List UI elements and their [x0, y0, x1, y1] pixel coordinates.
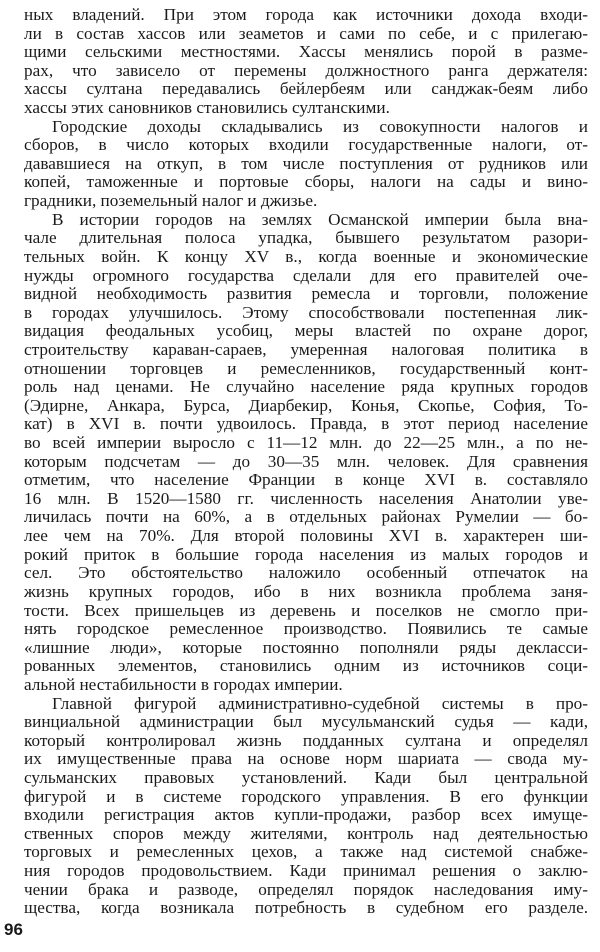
text-line: ных владений. При этом города как источники дохода входи- [24, 5, 588, 24]
text-line: входили регистрация актов купли-продажи, разбор всех имуще- [24, 805, 588, 825]
text-line: которым подсчетам — до 30—35 млн. человек. Для сравнения [24, 451, 588, 471]
text-line: лее чем на 70%. Для второй половины XVI в. характерен ши- [24, 526, 588, 546]
text-line: ния городов продовольствием. Кади принимал решения о заклю- [24, 861, 588, 881]
text-line: градники, поземельный налог и джизье. [24, 191, 318, 211]
text-line: личилась почти на 60%, а в отдельных районах Румелии — бо- [24, 507, 588, 527]
page-number: 96 [4, 920, 23, 939]
text-line: Главной фигурой административно-судебной системы в про- [52, 693, 588, 713]
text-line: дававшиеся на откуп, в том числе поступления от рудников или [24, 153, 588, 173]
text-line: копей, таможенные и портовые сборы, налоги на сады и вино- [24, 172, 588, 192]
text-line: рах, что зависело от перемены должностного ранга держателя: [24, 60, 588, 80]
text-line: винциальной администрации был мусульманский судья — кади, [24, 712, 588, 732]
paragraph-2 [24, 118, 588, 211]
text-line: чении брака и разводе, определял порядок наследования иму- [24, 879, 588, 899]
paragraph-1 [24, 6, 588, 118]
text-line: ственных споров между жителями, контроль над деятельностью [24, 823, 588, 843]
text-line: рованных элементов, становились одним из источников соци- [24, 656, 588, 676]
paragraph-4 [24, 695, 588, 918]
text-line: который контролировал жизнь подданных султана и определял [24, 730, 588, 750]
text-line: отметим, что население Франции в конце XVI в. составляло [24, 470, 588, 490]
text-line: роль над ценами. Не случайно население ряда крупных городов [24, 377, 588, 397]
text-line: их имущественные права на основе норм шариата — свода му- [24, 749, 588, 769]
text-line: Городские доходы складывались из совокупности налогов и [52, 116, 588, 136]
text-line: торговых и ремесленных цехов, а также над системой снабже- [24, 842, 588, 862]
text-line: жизнь крупных городов, ибо в них возникла проблема заня- [24, 581, 588, 601]
text-line: нужды огромного государства сделали для его правителей оче- [24, 265, 588, 285]
text-line: нять городское ремесленное производство. Появились те самые [24, 619, 588, 639]
text-line: ли в состав хассов или зеаметов и сами по себе, и с прилегаю- [24, 23, 588, 43]
text-line: сборов, в число которых входили государственные налоги, от- [24, 135, 588, 155]
text-line: тельных войн. К концу XV в., когда военные и экономические [24, 246, 588, 266]
text-line: «лишние люди», которые постоянно пополняли ряды декласси- [24, 637, 588, 657]
text-line: кат) в XVI в. почти удвоилось. Правда, в этот период население [24, 414, 588, 434]
text-line: во всей империи выросло с 11—12 млн. до 22—25 млн., а по не- [24, 433, 588, 453]
text-line: В истории городов на землях Османской империи была вна- [52, 209, 588, 229]
text-line: тости. Всех пришельцев из деревень и поселков не смогло при- [24, 600, 588, 620]
text-line: сел. Это обстоятельство наложило особенный отпечаток на [24, 563, 588, 583]
text-line: альной нестабильности в городах империи. [24, 674, 343, 694]
text-line: щими сельскими местностями. Хассы менялись порой в разме- [24, 42, 588, 62]
text-line: строительству караван-сараев, умеренная налоговая политика в [24, 339, 588, 359]
text-line: видной необходимость развития ремесла и торговли, положение [24, 284, 588, 304]
text-line: видация феодальных усобиц, меры властей по охране дорог, [24, 321, 588, 341]
text-line: в городах улучшилось. Этому способствовали постепенная лик- [24, 302, 588, 322]
text-line: (Эдирне, Анкара, Бурса, Диарбекир, Конья, Скопье, София, То- [24, 395, 588, 415]
text-line: хассы султана передавались бейлербеям или санджак-беям либо [24, 79, 588, 99]
text-line: чале длительная полоса упадка, бывшего результатом разори- [24, 228, 588, 248]
text-line: щества, когда возникала потребность в судебном его разделе. [24, 898, 588, 918]
text-line: хассы этих сановников становились султанскими. [24, 98, 390, 118]
book-page [24, 6, 588, 918]
text-line: рокий приток в большие города населения из малых городов и [24, 544, 588, 564]
text-line: фигурой и в системе городского управления. В его функции [24, 786, 588, 806]
text-line: 16 млн. В 1520—1580 гг. численность населения Анатолии уве- [24, 488, 588, 508]
text-line: отношении торговцев и ремесленников, государственный конт- [24, 358, 588, 378]
paragraph-3 [24, 211, 588, 695]
text-line: сульманских правовых установлений. Кади был центральной [24, 767, 588, 787]
